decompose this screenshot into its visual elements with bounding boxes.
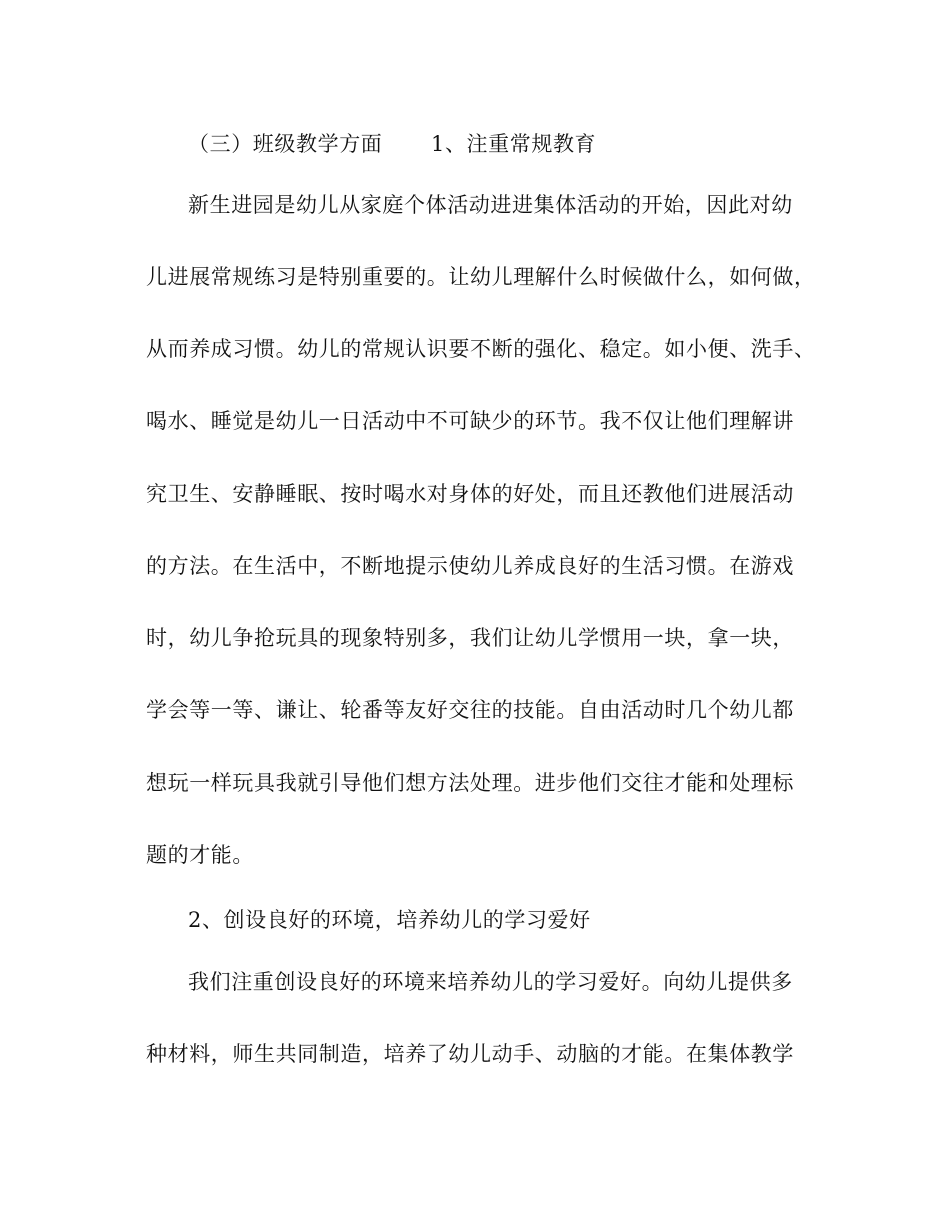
paragraph-2-line-2: 种材料，师生共同制造，培养了幼儿动手、动脑的才能。在集体教学 xyxy=(146,1042,794,1066)
paragraph-1-line-9: 想玩一样玩具我就引导他们想方法处理。进步他们交往才能和处理标 xyxy=(146,771,794,795)
paragraph-1-line-5: 究卫生、安静睡眠、按时喝水对身体的好处，而且还教他们进展活动 xyxy=(146,482,794,506)
paragraph-2-line-1: 我们注重创设良好的环境来培养幼儿的学习爱好。向幼儿提供多 xyxy=(188,970,793,994)
subheading-environment: 2、创设良好的环境，培养幼儿的学习爱好 xyxy=(188,908,591,932)
paragraph-1-line-2: 儿进展常规练习是特别重要的。让幼儿理解什么时候做什么，如何做， xyxy=(146,265,816,289)
paragraph-1-line-6: 的方法。在生活中，不断地提示使幼儿养成良好的生活习惯。在游戏 xyxy=(146,554,794,578)
paragraph-1-line-10: 题的才能。 xyxy=(146,843,254,867)
paragraph-1-line-8: 学会等一等、谦让、轮番等友好交往的技能。自由活动时几个幼儿都 xyxy=(146,698,794,722)
paragraph-1-line-7: 时，幼儿争抢玩具的现象特别多，我们让幼儿学惯用一块，拿一块， xyxy=(146,626,794,650)
paragraph-1-line-3: 从而养成习惯。幼儿的常规认识要不断的强化、稳定。如小便、洗手、 xyxy=(146,337,816,361)
paragraph-1-line-4: 喝水、睡觉是幼儿一日活动中不可缺少的环节。我不仅让他们理解讲 xyxy=(146,409,794,433)
subheading-regular-education: 1、注重常规教育 xyxy=(431,132,597,156)
section-heading: （三）班级教学方面 xyxy=(188,132,383,156)
paragraph-1-line-1: 新生进园是幼儿从家庭个体活动进进集体活动的开始，因此对幼 xyxy=(188,193,793,217)
